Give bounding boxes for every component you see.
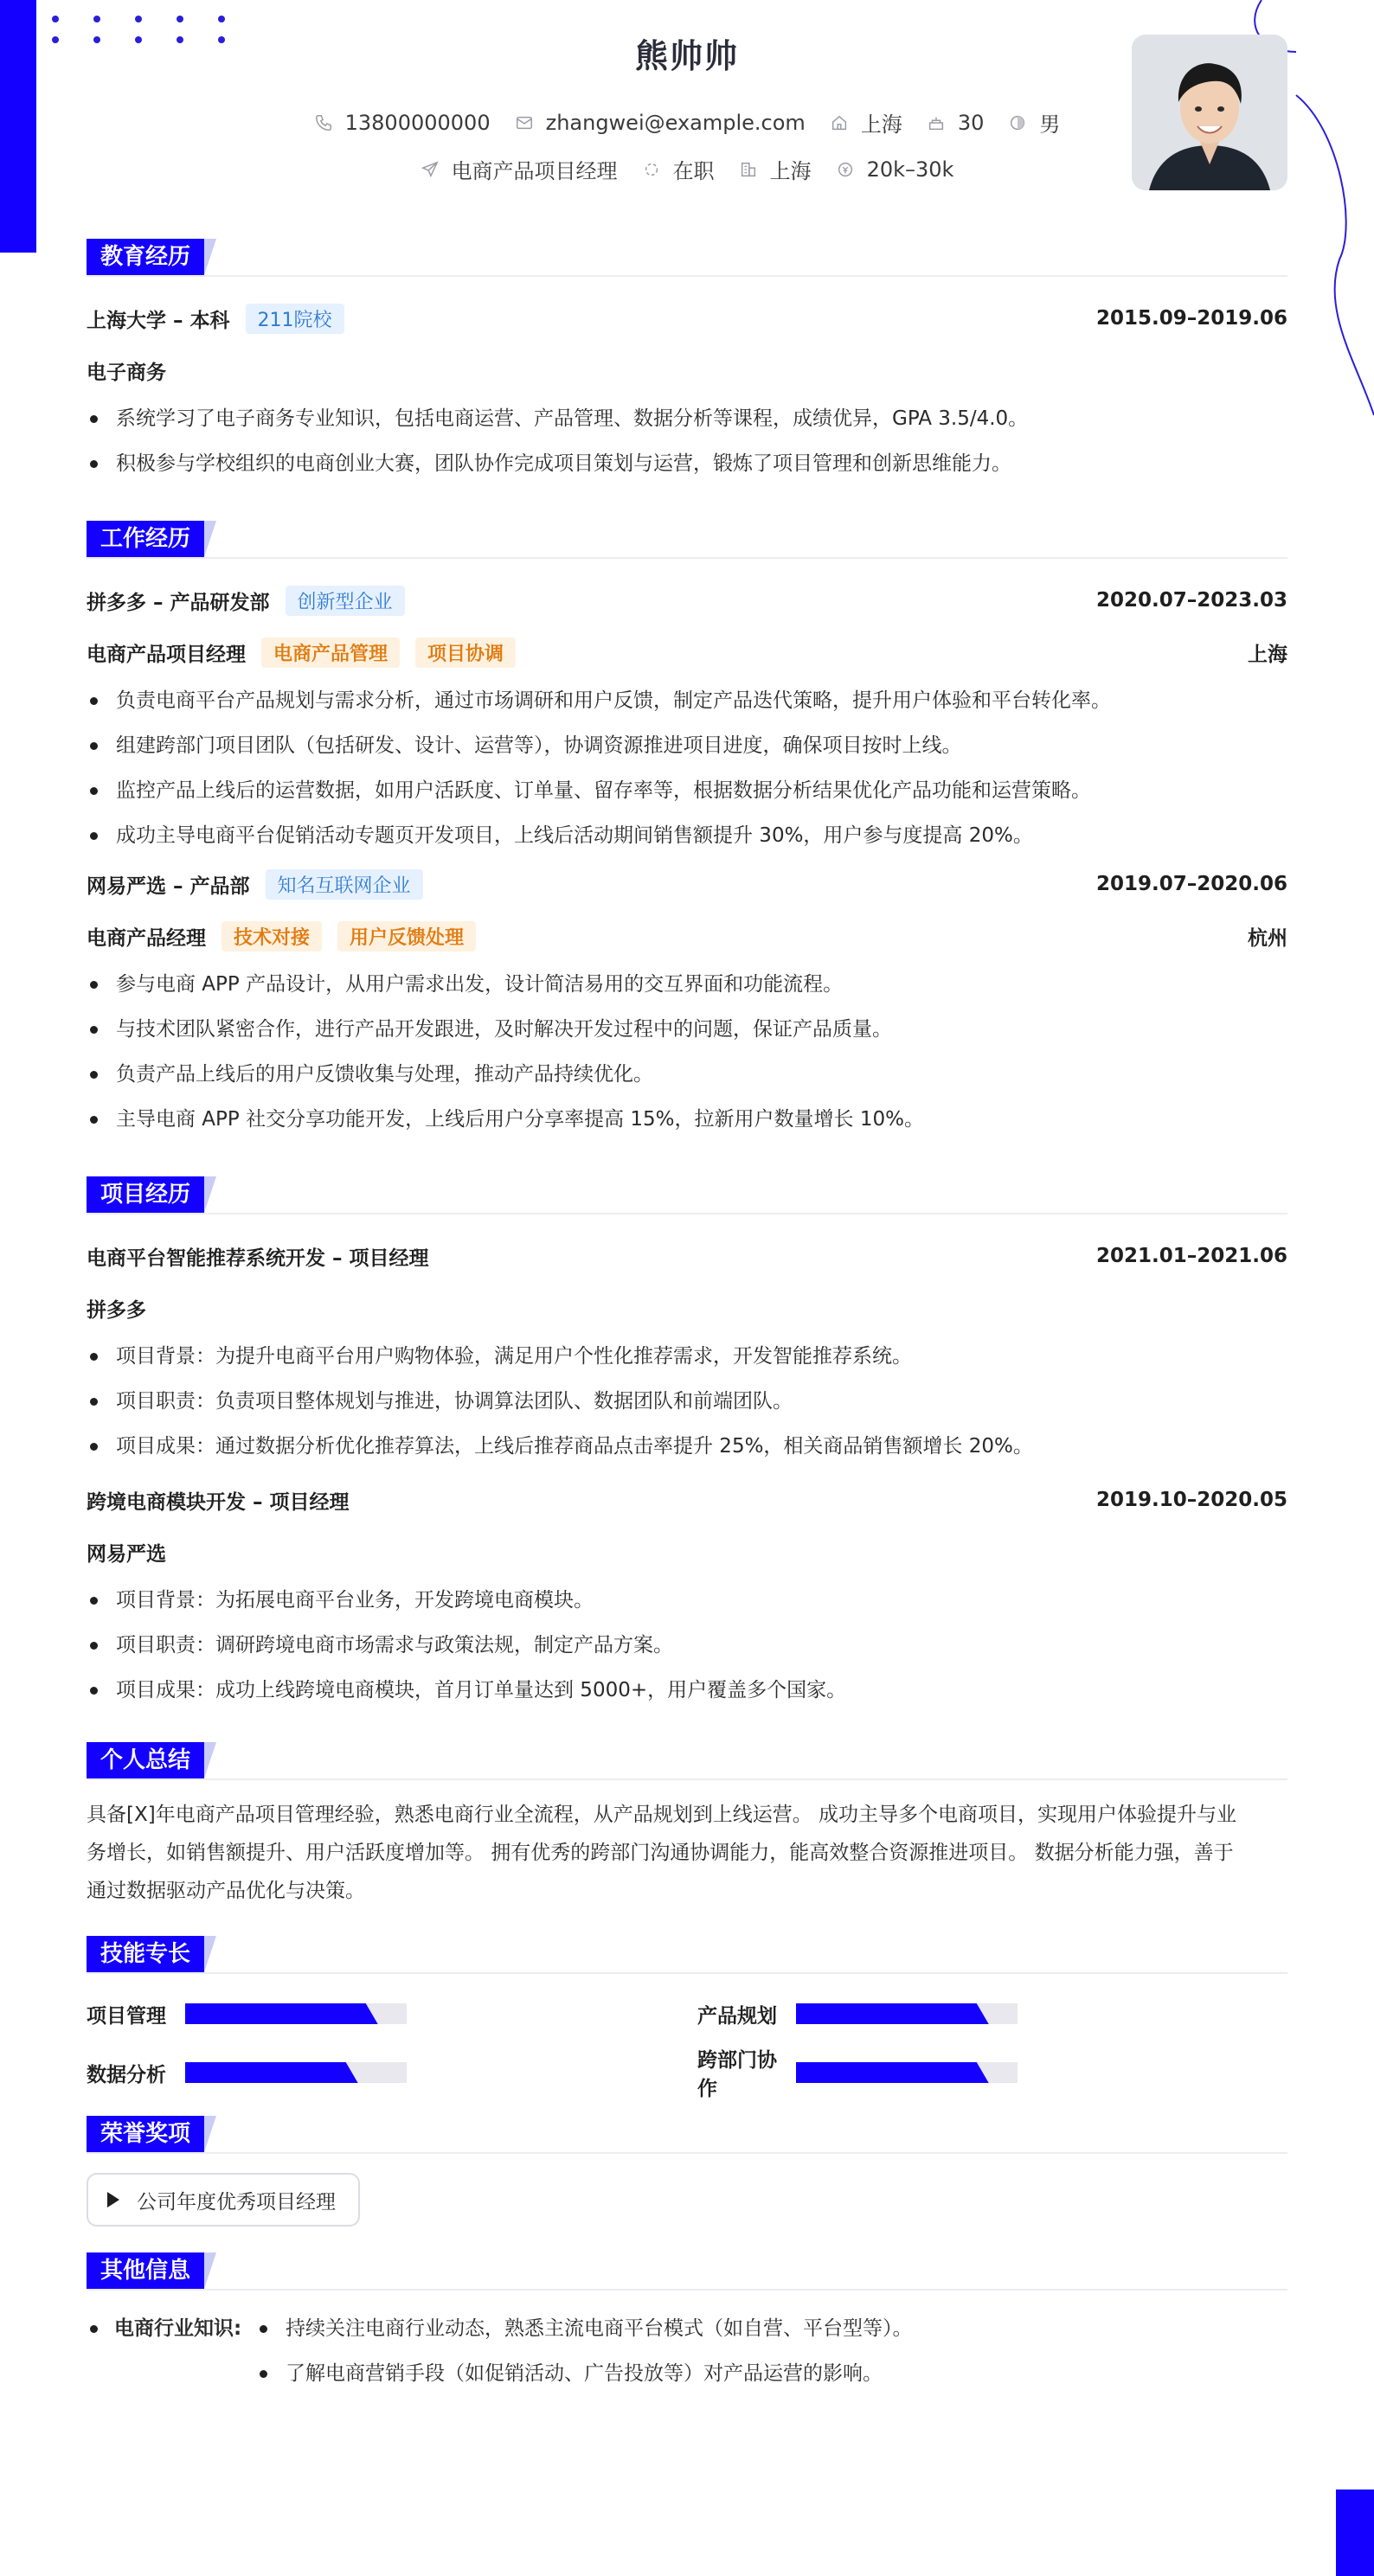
- role-tag: 项目协调: [415, 638, 516, 668]
- gender-text: 男: [1039, 112, 1061, 137]
- resume-page: [87, 0, 1287, 2396]
- section-title-other: 其他信息: [87, 2252, 204, 2289]
- contact-row: [87, 107, 1287, 138]
- section-title-projects: 项目经历: [87, 1176, 204, 1213]
- list-item: 项目职责：调研跨境电商市场需求与政策法规，制定产品方案。: [87, 1623, 1287, 1668]
- skill-item: [697, 1993, 1287, 2035]
- phone-text: 13800000000: [344, 110, 491, 135]
- skill-name: 项目管理: [87, 2004, 166, 2028]
- section-header: [87, 521, 1287, 559]
- project-org: 网易严选: [87, 1542, 166, 1566]
- email-info: [515, 111, 806, 135]
- work-city: 杭州: [1248, 926, 1287, 950]
- work-period: 2019.07–2020.06: [1095, 873, 1287, 895]
- status-icon: [642, 160, 661, 179]
- list-item: 组建跨部门项目团队（包括研发、设计、运营等），协调资源推进项目进度，确保项目按时上线。: [87, 723, 1287, 768]
- award-text: 公司年度优秀项目经理: [137, 2190, 336, 2214]
- gender-icon: [1008, 113, 1027, 132]
- role-name: 电商产品经理: [87, 926, 206, 950]
- email-text: zhangwei@example.com: [545, 110, 806, 135]
- skill-fill: [796, 2003, 989, 2024]
- list-item: 积极参与学校组织的电商创业大赛，团队协作完成项目策划与运营，锻炼了项目管理和创新思维能力。: [87, 441, 1287, 486]
- project-title-row: [87, 1474, 1287, 1526]
- section-title-education: 教育经历: [87, 239, 204, 275]
- skill-name: 产品规划: [697, 2004, 777, 2028]
- left-accent-bar: [0, 0, 36, 253]
- projects-section: [87, 1176, 1287, 1713]
- avatar: [1132, 35, 1287, 190]
- school-tag: 211院校: [246, 304, 344, 334]
- role-name: 电商产品项目经理: [87, 643, 246, 666]
- skill-name: 跨部门协作: [697, 2049, 777, 2100]
- send-icon: [421, 160, 440, 179]
- building-icon: [739, 160, 758, 179]
- skill-item: [87, 1993, 697, 2035]
- education-row: [87, 292, 1287, 344]
- section-header: [87, 2116, 1287, 2154]
- list-item: 项目成果：通过数据分析优化推荐算法，上线后推荐商品点击率提升 25%，相关商品销售额增长 20%。: [87, 1424, 1287, 1469]
- salary-info: [836, 157, 954, 182]
- section-title-awards: 荣誉奖项: [87, 2116, 204, 2152]
- project-bullets: [87, 1578, 1287, 1713]
- summary-line: 务增长，如销售额提升、用户活跃度增加等。 拥有优秀的跨部门沟通协调能力，能高效整合资源推进项目。 数据分析能力强，善于: [87, 1842, 1234, 1864]
- skill-bar: [796, 2003, 1018, 2024]
- work-role-row: [87, 626, 1287, 678]
- education-period: 2015.09–2019.06: [1095, 307, 1287, 330]
- role-tag: 技术对接: [222, 921, 322, 952]
- work-section: [87, 521, 1287, 1142]
- other-section: [87, 2252, 1287, 2396]
- skill-fill: [796, 2062, 989, 2083]
- list-item: 负责电商平台产品规划与需求分析，通过市场调研和用户反馈，制定产品迭代策略，提升用户体验和平台转化率。: [87, 678, 1287, 723]
- phone-info: [314, 111, 491, 135]
- section-title-summary: 个人总结: [87, 1742, 204, 1778]
- other-item-text: 持续关注电商行业动态，熟悉主流电商平台模式（如自营、平台型等）。: [286, 2317, 913, 2340]
- skill-bar: [185, 2062, 407, 2083]
- work-bullets: [87, 678, 1287, 858]
- project-title: 电商平台智能推荐系统开发 – 项目经理: [87, 1246, 429, 1270]
- skills-section: [87, 1936, 1287, 2100]
- status-info: [642, 154, 715, 184]
- list-item: 系统学习了电子商务专业知识，包括电商运营、产品管理、数据分析等课程，成绩优异，GPA 3.5/4.0。: [87, 396, 1287, 441]
- intent-row: [87, 154, 1287, 184]
- award-item: [87, 2173, 360, 2227]
- company-tag: 知名互联网企业: [266, 869, 423, 900]
- project-org: 拼多多: [87, 1298, 146, 1322]
- education-section: [87, 239, 1287, 486]
- status-text: 在职: [672, 159, 715, 183]
- project-org-row: [87, 1282, 1287, 1334]
- project-bullets: [87, 1334, 1287, 1469]
- section-header: [87, 239, 1287, 277]
- city-info: [739, 154, 812, 184]
- resume-header: [87, 0, 1287, 216]
- company-name: 网易严选 – 产品部: [87, 875, 250, 898]
- list-item: [87, 2306, 1287, 2351]
- list-item: 项目成果：成功上线跨境电商模块，首月订单量达到 5000+，用户覆盖多个国家。: [87, 1668, 1287, 1713]
- list-item: 参与电商 APP 产品设计，从用户需求出发，设计简洁易用的交互界面和功能流程。: [87, 962, 1287, 1007]
- project-period: 2019.10–2020.05: [1095, 1489, 1287, 1511]
- summary-section: [87, 1742, 1287, 1910]
- education-bullets: [87, 396, 1287, 486]
- major-name: 电子商务: [87, 361, 166, 384]
- play-icon: [107, 2192, 119, 2208]
- skills-grid: [87, 1990, 1287, 2100]
- mail-icon: [515, 113, 534, 132]
- project-period: 2021.01–2021.06: [1095, 1245, 1287, 1267]
- skill-bar: [796, 2062, 1018, 2083]
- section-header: [87, 1936, 1287, 1974]
- list-item: 项目背景：为提升电商平台用户购物体验，满足用户个性化推荐需求，开发智能推荐系统。: [87, 1334, 1287, 1379]
- summary-line: 通过数据驱动产品优化与决策。: [87, 1880, 365, 1902]
- section-title-work: 工作经历: [87, 521, 204, 557]
- awards-section: [87, 2116, 1287, 2227]
- gender-info: [1008, 107, 1060, 138]
- other-info: [87, 2306, 1287, 2396]
- major-row: [87, 344, 1287, 396]
- list-item: 成功主导电商平台促销活动专题页开发项目，上线后活动期间销售额提升 30%，用户参与度提高 20%。: [87, 813, 1287, 858]
- position-text: 电商产品项目经理: [451, 159, 618, 183]
- work-bullets: [87, 962, 1287, 1142]
- skill-fill: [185, 2003, 378, 2024]
- candidate-name: 熊帅帅: [634, 37, 739, 75]
- other-label: 电商行业知识:: [114, 2317, 242, 2340]
- list-item: 项目背景：为拓展电商平台业务，开发跨境电商模块。: [87, 1578, 1287, 1623]
- cake-icon: [927, 113, 946, 132]
- phone-icon: [314, 113, 333, 132]
- position-info: [421, 154, 618, 184]
- work-role-row: [87, 910, 1287, 962]
- section-header: [87, 2252, 1287, 2291]
- list-item: 项目职责：负责项目整体规划与推进，协调算法团队、数据团队和前端团队。: [87, 1379, 1287, 1424]
- skill-name: 数据分析: [87, 2063, 166, 2086]
- section-title-skills: 技能专长: [87, 1936, 204, 1972]
- salary-text: 20k–30k: [866, 157, 954, 182]
- project-org-row: [87, 1526, 1287, 1578]
- project-title: 跨境电商模块开发 – 项目经理: [87, 1490, 350, 1514]
- school-name: 上海大学 – 本科: [87, 309, 230, 332]
- skill-item: [87, 2052, 697, 2093]
- list-item: 与技术团队紧密合作，进行产品开发跟进，及时解决开发过程中的问题，保证产品质量。: [87, 1007, 1287, 1052]
- list-item: 监控产品上线后的运营数据，如用户活跃度、订单量、留存率等，根据数据分析结果优化产品功能和运营策略。: [87, 768, 1287, 813]
- city-text: 上海: [769, 159, 812, 183]
- age-text: 30: [957, 110, 985, 135]
- project-title-row: [87, 1230, 1287, 1282]
- list-item: 负责产品上线后的用户反馈收集与处理，推动产品持续优化。: [87, 1052, 1287, 1097]
- list-item: 主导电商 APP 社交分享功能开发，上线后用户分享率提高 15%，拉新用户数量增长 10%。: [87, 1097, 1287, 1142]
- home-icon: [830, 113, 849, 132]
- skill-bar: [185, 2003, 407, 2024]
- location-text: 上海: [860, 112, 902, 137]
- company-name: 拼多多 – 产品研发部: [87, 591, 270, 614]
- skill-fill: [185, 2062, 358, 2083]
- summary-line: 具备[X]年电商产品项目管理经验，熟悉电商行业全流程，从产品规划到上线运营。 成功主导多个电商项目，实现用户体验提升与业: [87, 1804, 1237, 1826]
- work-company-row: [87, 858, 1287, 910]
- location-info: [830, 107, 902, 138]
- right-accent-bar: [1336, 2489, 1374, 2576]
- role-tag: 电商产品管理: [261, 638, 400, 668]
- section-header: [87, 1176, 1287, 1214]
- skill-item: [697, 2049, 1287, 2100]
- other-item-text: 了解电商营销手段（如促销活动、广告投放等）对产品运营的影响。: [286, 2362, 883, 2385]
- work-company-row: [87, 574, 1287, 626]
- list-item: [87, 2351, 1287, 2396]
- section-header: [87, 1742, 1287, 1780]
- role-tag: 用户反馈处理: [337, 921, 476, 952]
- summary-text: [87, 1796, 1287, 1910]
- company-tag: 创新型企业: [286, 586, 405, 616]
- age-info: [927, 111, 985, 135]
- work-period: 2020.07–2023.03: [1095, 589, 1287, 612]
- work-city: 上海: [1248, 643, 1287, 666]
- money-icon: [836, 160, 855, 179]
